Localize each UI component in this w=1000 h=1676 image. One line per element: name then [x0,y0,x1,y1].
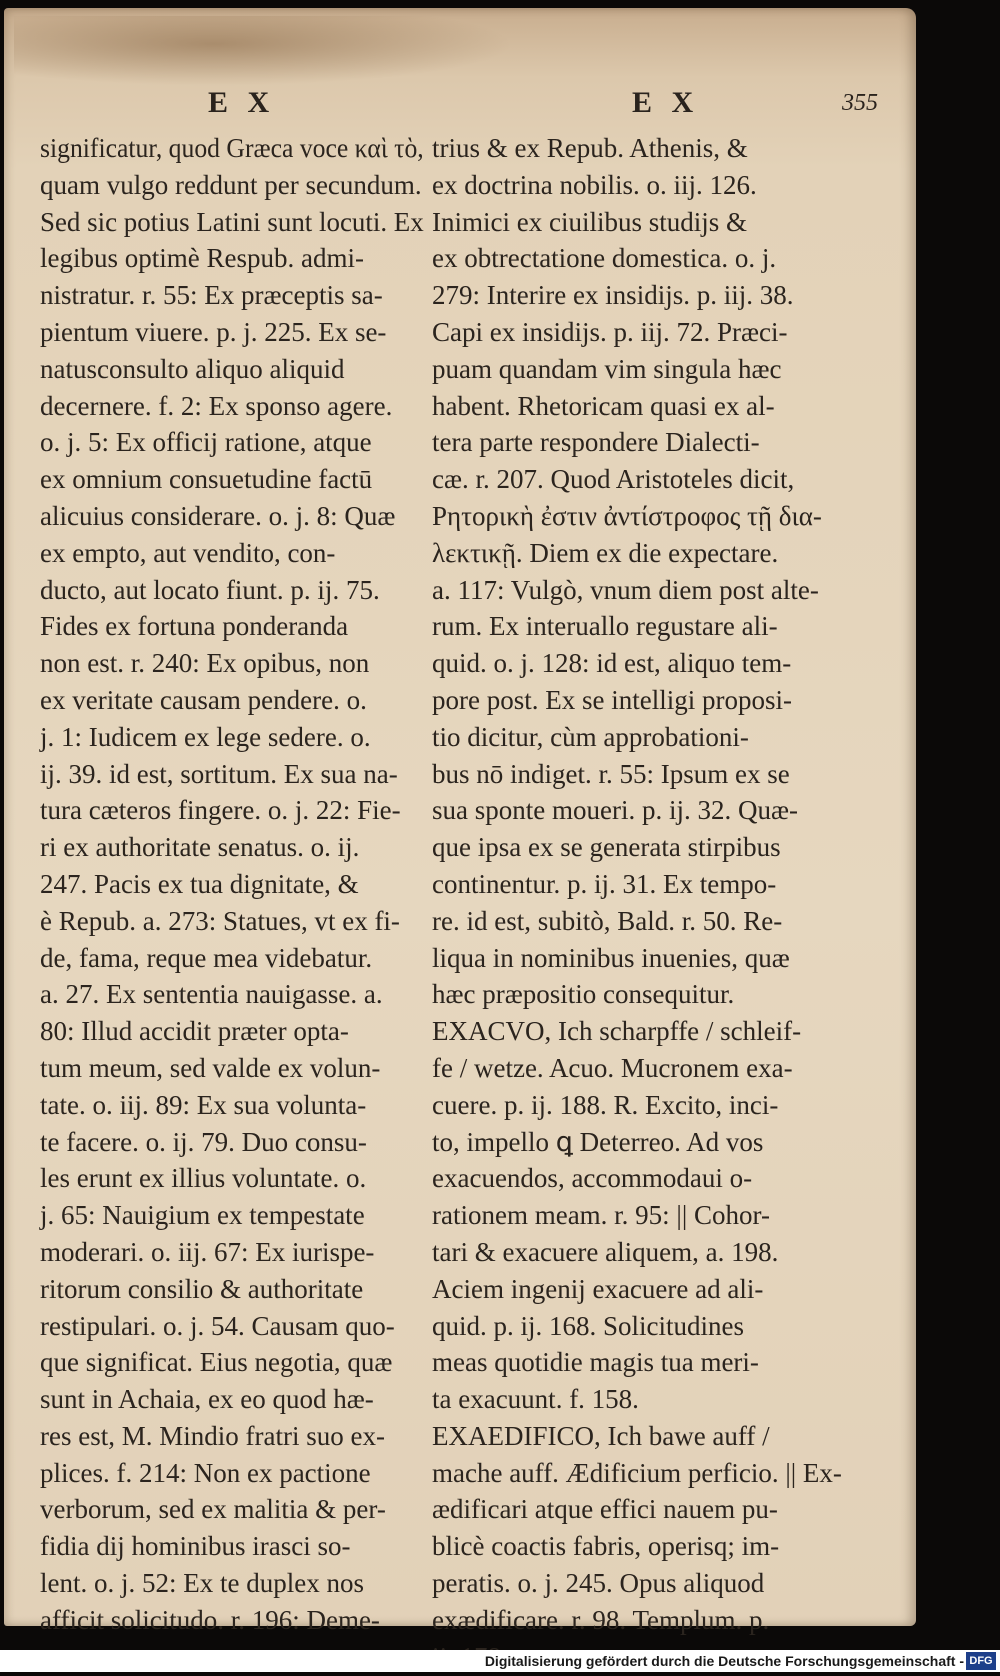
text-line: natusconsulto aliquo aliquid [40,353,345,384]
text-line: a. 27. Ex sententia nauigasse. a. [40,979,383,1010]
text-line: quid. o. j. 128: id est, aliquo tem- [432,648,792,679]
text-line: res est, M. Mindio fratri suo ex- [40,1420,385,1451]
text-line: rationem meam. r. 95: || Cohor- [432,1200,770,1231]
text-line: quam vulgo reddunt per secundum. [40,169,422,200]
text-line: plices. f. 214: Non ex pactione [40,1457,371,1488]
text-line: continentur. p. ij. 31. Ex tempo- [432,868,777,899]
text-line: Ρητορικὴ ἐστιν ἀντίστροφος τῇ δια- [432,500,822,531]
text-line: ritorum consilio & authoritate [40,1273,364,1304]
text-line: fidia dij hominibus irasci so- [40,1531,351,1562]
text-line: que ipsa ex se generata stirpibus [432,832,781,863]
text-line: restipulari. o. j. 54. Causam quo- [40,1310,395,1341]
text-line: rum. Ex interuallo regustare ali- [432,611,778,642]
text-line: moderari. o. iij. 67: Ex iurispe- [40,1236,375,1267]
text-line: ducto, aut locato fiunt. p. ij. 75. [40,574,380,605]
text-line: EXAEDIFICO, Ich bawe auff / [432,1420,770,1451]
text-line: ij. 39. id est, sortitum. Ex sua na- [40,758,398,789]
text-line: Aciem ingenij exacuere ad ali- [432,1273,764,1304]
text-line: nistratur. r. 55: Ex præceptis sa- [40,280,383,311]
left-running-head: E X [208,86,276,119]
text-line: tio dicitur, cùm approbationi- [432,721,749,752]
text-line: cuere. p. ij. 188. R. Excito, inci- [432,1089,779,1120]
text-line: 279: Interire ex insidijs. p. iij. 38. [432,280,794,311]
text-line: re. id est, subitò, Bald. r. 50. Re- [432,905,783,936]
text-line: legibus optimè Respub. admi- [40,243,364,274]
text-line: a. 117: Vulgò, vnum diem post alte- [432,574,819,605]
text-line: puam quandam vim singula hæc [432,353,782,384]
text-line: Capi ex insidijs. p. iij. 72. Præci- [432,316,788,347]
text-line: ex empto, aut vendito, con- [40,537,336,568]
text-line: Sed sic potius Latini sunt locuti. Ex [40,206,424,237]
text-line: liqua in nominibus inuenies, quæ [432,942,790,973]
text-line: j. 1: Iudicem ex lege sedere. o. [40,721,371,752]
text-line: verborum, sed ex malitia & per- [40,1494,386,1525]
left-text-column [40,130,424,1639]
dfg-logo: DFG [966,1652,996,1670]
text-line: ta exacuunt. f. 158. [432,1384,639,1415]
text-line: blicè coactis fabris, operisq; im- [432,1531,780,1562]
text-line: meas quotidie magis tua meri- [432,1347,759,1378]
text-line: tari & exacuere aliquem, a. 198. [432,1236,779,1267]
text-line: alicuius considerare. o. j. 8: Quæ [40,500,396,531]
text-line: lent. o. j. 52: Ex te duplex nos [40,1568,364,1599]
page-number: 355 [842,90,878,116]
text-line: 247. Pacis ex tua dignitate, & [40,868,359,899]
book-page [4,8,916,1635]
text-line: Inimici ex ciuilibus studijs & [432,206,747,237]
text-line: pore post. Ex se intelligi proposi- [432,684,792,715]
text-line: o. j. 5: Ex officij ratione, atque [40,427,372,458]
water-stain [14,16,514,86]
text-line: Fides ex fortuna ponderanda [40,611,349,642]
text-line: significatur, quod Græca voce καὶ τὸ, [40,133,424,163]
text-line: exacuendos, accommodaui o- [432,1163,753,1194]
text-line: cæ. r. 207. Quod Aristoteles dicit, [432,464,795,495]
text-line: pientum viuere. p. j. 225. Ex se- [40,316,387,347]
text-line: tum meum, sed valde ex volun- [40,1052,381,1083]
digitization-credit: Digitalisierung gefördert durch die Deutsche Forschungsgemeinschaft - [0,1650,1000,1672]
text-line: j. 65: Nauigium ex tempestate [40,1200,365,1231]
text-line: ri ex authoritate senatus. o. ij. [40,832,360,863]
text-line: exædificare. r. 98. Templum. p. [432,1604,770,1635]
text-line: que significat. Eius negotia, quæ [40,1347,393,1378]
text-line: sunt in Achaia, ex eo quod hæ- [40,1384,374,1415]
text-line: fe / wetze. Acuo. Mucronem exa- [432,1052,793,1083]
text-line: tate. o. iij. 89: Ex sua volunta- [40,1089,367,1120]
text-line: tura cæteros fingere. o. j. 22: Fie- [40,795,401,826]
text-line: de, fama, reque mea videbatur. [40,942,373,973]
text-line: decernere. f. 2: Ex sponso agere. [40,390,393,421]
text-line: trius & ex Repub. Athenis, & [432,133,748,163]
text-line: tera parte respondere Dialecti- [432,427,760,458]
text-line: sua sponte moueri. p. ij. 32. Quæ- [432,795,798,826]
text-line: afficit solicitudo. r. 196: Deme- [40,1604,380,1635]
text-line: ex veritate causam pendere. o. [40,684,367,715]
right-text-column [432,130,862,1675]
text-line: to, impello ꝗ Deterreo. Ad vos [432,1126,764,1157]
text-line: è Repub. a. 273: Statues, vt ex fi- [40,905,400,936]
text-line: hæc præpositio consequitur. [432,979,735,1010]
text-line: ædificari atque effici nauem pu- [432,1494,778,1525]
text-line: les erunt ex illius voluntate. o. [40,1163,367,1194]
text-line: bus nō indiget. r. 55: Ipsum ex se [432,758,790,789]
text-line: peratis. o. j. 245. Opus aliquod [432,1568,765,1599]
right-running-head: E X [632,86,700,119]
text-line: ex doctrina nobilis. o. iij. 126. [432,169,757,200]
text-line: mache auff. Ædificium perficio. || Ex- [432,1457,842,1488]
text-line: quid. p. ij. 168. Solicitudines [432,1310,745,1341]
text-line: ex omnium consuetudine factū [40,464,373,495]
text-line: ex obtrectatione domestica. o. j. [432,243,777,274]
text-line: habent. Rhetoricam quasi ex al- [432,390,775,421]
text-line: 80: Illud accidit præter opta- [40,1016,349,1047]
text-line: non est. r. 240: Ex opibus, non [40,648,370,679]
text-line: λεκτικῇ. Diem ex die expectare. [432,537,779,568]
running-header [4,86,916,128]
text-line: te facere. o. ij. 79. Duo consu- [40,1126,367,1157]
text-line: EXACVO, Ich scharpffe / schleif- [432,1016,802,1047]
